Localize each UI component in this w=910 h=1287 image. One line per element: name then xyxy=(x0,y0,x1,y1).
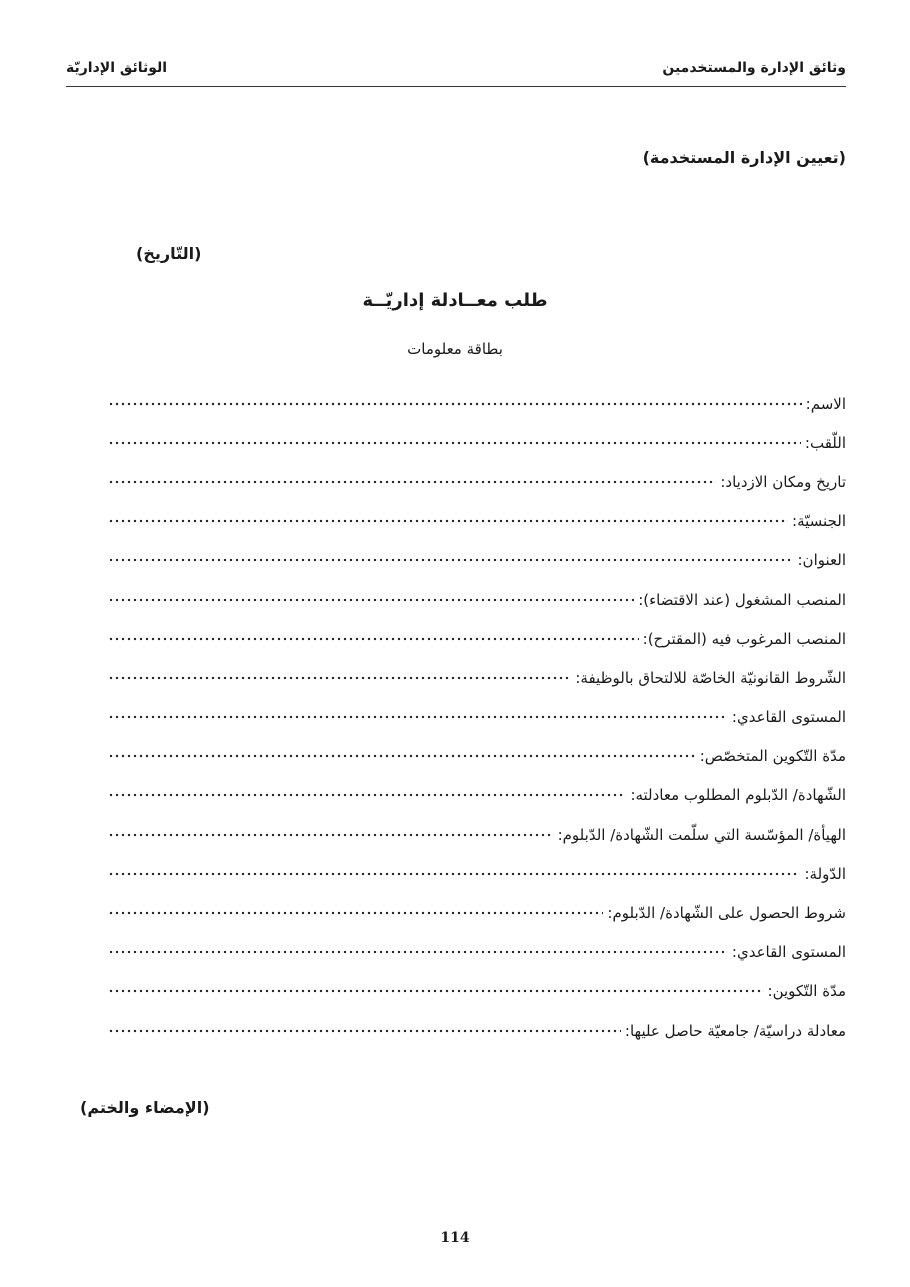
field-row xyxy=(108,1011,846,1050)
field-row xyxy=(108,933,846,972)
field-row xyxy=(108,462,846,501)
form-subtitle: بطاقة معلومات xyxy=(407,340,503,358)
field-row xyxy=(108,737,846,776)
field-row xyxy=(108,972,846,1011)
field-label: المستوى القاعدي: xyxy=(731,943,846,962)
field-row xyxy=(108,776,846,815)
field-label: الجنسيّة: xyxy=(792,512,846,531)
field-row xyxy=(108,502,846,541)
field-row xyxy=(108,815,846,854)
field-row xyxy=(108,619,846,658)
field-row xyxy=(108,854,846,893)
dotted-entry-line[interactable] xyxy=(108,553,794,567)
date-label: (التّاريخ) xyxy=(136,244,202,263)
dotted-entry-line[interactable] xyxy=(108,867,800,881)
dotted-entry-line[interactable] xyxy=(108,671,571,685)
field-label: تاريخ ومكان الازدياد: xyxy=(720,472,846,491)
field-label: العنوان: xyxy=(797,551,846,570)
field-label: معادلة دراسيّة/ جامعيّة حاصل عليها: xyxy=(624,1021,846,1040)
field-row xyxy=(108,893,846,932)
dotted-entry-line[interactable] xyxy=(108,632,639,646)
field-row xyxy=(108,658,846,697)
field-row xyxy=(108,423,846,462)
field-label: مدّة التّكوين المتخصّص: xyxy=(699,747,846,766)
dotted-entry-line[interactable] xyxy=(108,436,801,450)
dotted-entry-line[interactable] xyxy=(108,788,626,802)
field-row xyxy=(108,541,846,580)
field-label: الاسم: xyxy=(805,394,846,413)
field-label: المستوى القاعدي: xyxy=(731,708,846,727)
dotted-entry-line[interactable] xyxy=(108,945,728,959)
signature-label: (الإمضاء والختم) xyxy=(80,1098,210,1117)
field-label: المنصب المشغول (عند الاقتضاء): xyxy=(638,590,846,609)
dotted-entry-line[interactable] xyxy=(108,710,728,724)
running-header xyxy=(66,56,846,87)
info-fields xyxy=(108,384,846,1050)
dotted-entry-line[interactable] xyxy=(108,749,696,763)
header-right-title: وثائق الإدارة والمستخدمين xyxy=(662,60,846,76)
field-label: مدّة التّكوين: xyxy=(767,982,846,1001)
field-label: المنصب المرغوب فيه (المقترح): xyxy=(642,629,846,648)
field-row xyxy=(108,698,846,737)
dotted-entry-line[interactable] xyxy=(108,1024,621,1038)
field-label: الهيأة/ المؤسّسة التي سلّمت الشّهادة/ الدّبلوم: xyxy=(557,825,846,844)
dotted-entry-line[interactable] xyxy=(108,984,764,998)
dotted-entry-line[interactable] xyxy=(108,593,634,607)
dotted-entry-line[interactable] xyxy=(108,828,554,842)
field-label: الشّهادة/ الدّبلوم المطلوب معادلته: xyxy=(630,786,846,805)
dotted-entry-line[interactable] xyxy=(108,514,788,528)
header-left-title: الوثائق الإداريّة xyxy=(66,60,168,76)
field-label: الشّروط القانونيّة الخاصّة للالتحاق بالوظيفة: xyxy=(575,668,846,687)
field-row xyxy=(108,580,846,619)
field-label: شروط الحصول على الشّهادة/ الدّبلوم: xyxy=(607,904,846,923)
dotted-entry-line[interactable] xyxy=(108,475,716,489)
page-number: 114 xyxy=(440,1230,470,1246)
dotted-entry-line[interactable] xyxy=(108,397,802,411)
form-title: طلب معــادلة إداريّــة xyxy=(362,290,548,311)
field-label: الدّولة: xyxy=(804,864,846,883)
field-row xyxy=(108,384,846,423)
administration-name: (تعيين الإدارة المستخدمة) xyxy=(642,148,846,167)
dotted-entry-line[interactable] xyxy=(108,906,603,920)
field-label: اللّقب: xyxy=(804,433,846,452)
